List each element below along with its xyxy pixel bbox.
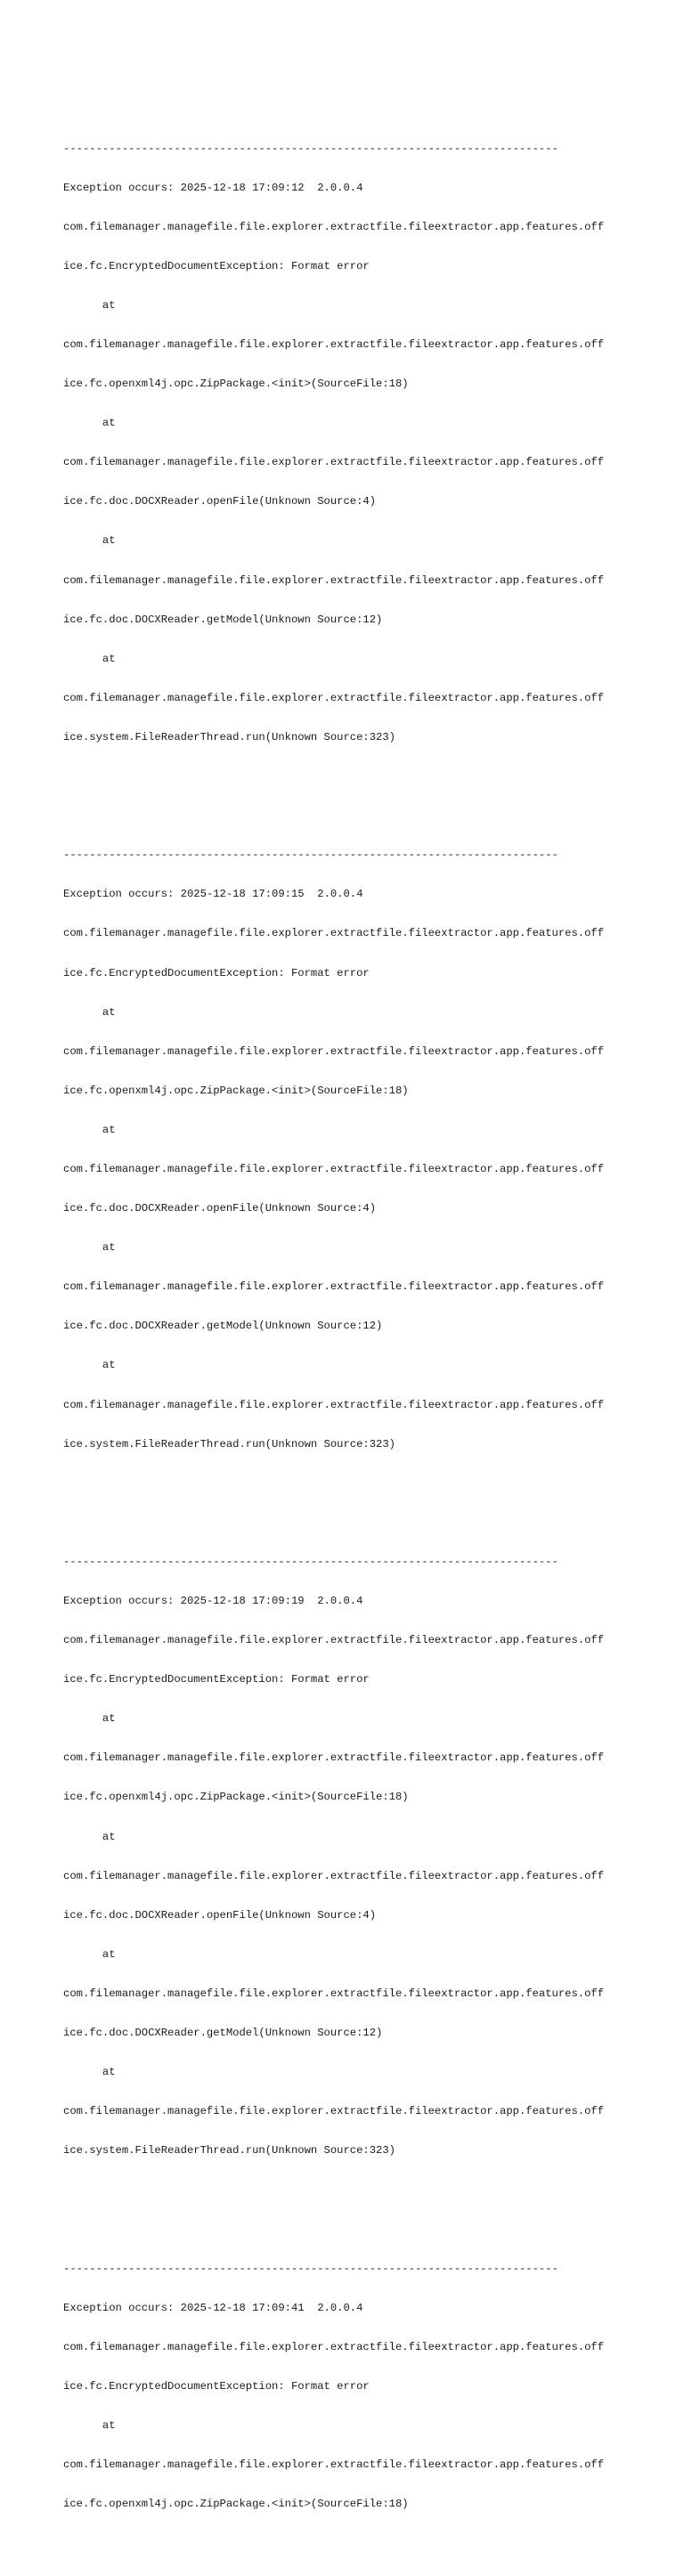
log-line: com.filemanager.managefile.file.explorer.extractfile.fileextractor.app.features.off <box>63 573 605 587</box>
log-line: ice.fc.doc.DOCXReader.getModel(Unknown Source:12) <box>63 613 383 626</box>
log-line: at <box>63 417 116 430</box>
log-line: com.filemanager.managefile.file.explorer.extractfile.fileextractor.app.features.off <box>63 691 605 704</box>
log-line: com.filemanager.managefile.file.explorer.extractfile.fileextractor.app.features.off <box>63 1987 605 2000</box>
exception-header: Exception occurs: 2025-12-18 17:09:12 2.0.0.4 <box>63 181 363 194</box>
exception-header: Exception occurs: 2025-12-18 17:09:15 2.0.0.4 <box>63 888 363 901</box>
log-line: ice.fc.openxml4j.opc.ZipPackage.<init>(SourceFile:18) <box>63 378 409 391</box>
log-line: at <box>63 1712 116 1726</box>
log-line: com.filemanager.managefile.file.explorer.extractfile.fileextractor.app.features.off <box>63 1162 605 1175</box>
log-line: at <box>63 1241 116 1255</box>
log-line: ice.fc.EncryptedDocumentException: Format error <box>63 1673 370 1686</box>
log-line: com.filemanager.managefile.file.explorer.extractfile.fileextractor.app.features.off <box>63 337 605 351</box>
log-line: com.filemanager.managefile.file.explorer.extractfile.fileextractor.app.features.off <box>63 2105 605 2118</box>
log-line: at <box>63 1947 116 1961</box>
log-line: ice.fc.openxml4j.opc.ZipPackage.<init>(SourceFile:18) <box>63 2498 409 2511</box>
exception-header: Exception occurs: 2025-12-18 17:09:19 2.0.0.4 <box>63 1595 363 1608</box>
log-line: ice.fc.EncryptedDocumentException: Format error <box>63 259 370 272</box>
log-entry <box>63 2236 633 2537</box>
log-document <box>63 77 633 2576</box>
exception-header: Exception occurs: 2025-12-18 17:09:41 2.0.0.4 <box>63 2301 363 2314</box>
log-line: at <box>63 652 116 665</box>
log-line: at <box>63 1830 116 1843</box>
log-line: at <box>63 298 116 312</box>
log-line: ice.system.FileReaderThread.run(Unknown Source:323) <box>63 2144 395 2158</box>
separator-line: ---------------------------------------------------------------------------- <box>63 142 558 155</box>
log-line: ice.fc.openxml4j.opc.ZipPackage.<init>(SourceFile:18) <box>63 1791 409 1804</box>
log-line: at <box>63 1123 116 1136</box>
log-line: ice.fc.EncryptedDocumentException: Format error <box>63 2379 370 2393</box>
log-entry <box>63 823 633 1477</box>
separator-line: ---------------------------------------------------------------------------- <box>63 849 558 862</box>
log-line: ice.fc.doc.DOCXReader.getModel(Unknown Source:12) <box>63 2027 383 2040</box>
log-line: ice.fc.EncryptedDocumentException: Format error <box>63 966 370 979</box>
log-line: com.filemanager.managefile.file.explorer.extractfile.fileextractor.app.features.off <box>63 220 605 233</box>
log-line: ice.fc.doc.DOCXReader.getModel(Unknown Source:12) <box>63 1320 383 1333</box>
log-line: com.filemanager.managefile.file.explorer.extractfile.fileextractor.app.features.off <box>63 1280 605 1294</box>
log-line: com.filemanager.managefile.file.explorer.extractfile.fileextractor.app.features.off <box>63 1398 605 1411</box>
log-line: at <box>63 1005 116 1019</box>
log-line: com.filemanager.managefile.file.explorer.extractfile.fileextractor.app.features.off <box>63 1751 605 1765</box>
separator-line: ---------------------------------------------------------------------------- <box>63 2262 558 2275</box>
log-line: at <box>63 1359 116 1372</box>
log-line: com.filemanager.managefile.file.explorer.extractfile.fileextractor.app.features.off <box>63 1869 605 1882</box>
log-line: com.filemanager.managefile.file.explorer.extractfile.fileextractor.app.features.off <box>63 2340 605 2353</box>
log-entry <box>63 116 633 770</box>
log-line: com.filemanager.managefile.file.explorer.extractfile.fileextractor.app.features.off <box>63 927 605 940</box>
log-line: ice.fc.doc.DOCXReader.openFile(Unknown Source:4) <box>63 1202 377 1215</box>
separator-line: ---------------------------------------------------------------------------- <box>63 1555 558 1568</box>
log-line: ice.fc.openxml4j.opc.ZipPackage.<init>(SourceFile:18) <box>63 1084 409 1097</box>
log-line: com.filemanager.managefile.file.explorer.extractfile.fileextractor.app.features.off <box>63 2458 605 2472</box>
log-line: at <box>63 2419 116 2432</box>
log-line: com.filemanager.managefile.file.explorer.extractfile.fileextractor.app.features.off <box>63 456 605 469</box>
log-line: ice.fc.doc.DOCXReader.openFile(Unknown Source:4) <box>63 1908 377 1922</box>
log-line: at <box>63 534 116 548</box>
log-line: ice.system.FileReaderThread.run(Unknown Source:323) <box>63 1437 395 1451</box>
log-line: ice.fc.doc.DOCXReader.openFile(Unknown Source:4) <box>63 495 377 508</box>
log-line: com.filemanager.managefile.file.explorer.extractfile.fileextractor.app.features.off <box>63 1044 605 1058</box>
log-entry <box>63 1530 633 2184</box>
log-line: ice.system.FileReaderThread.run(Unknown Source:323) <box>63 730 395 744</box>
log-line: at <box>63 2066 116 2079</box>
log-line: com.filemanager.managefile.file.explorer.extractfile.fileextractor.app.features.off <box>63 1634 605 1647</box>
